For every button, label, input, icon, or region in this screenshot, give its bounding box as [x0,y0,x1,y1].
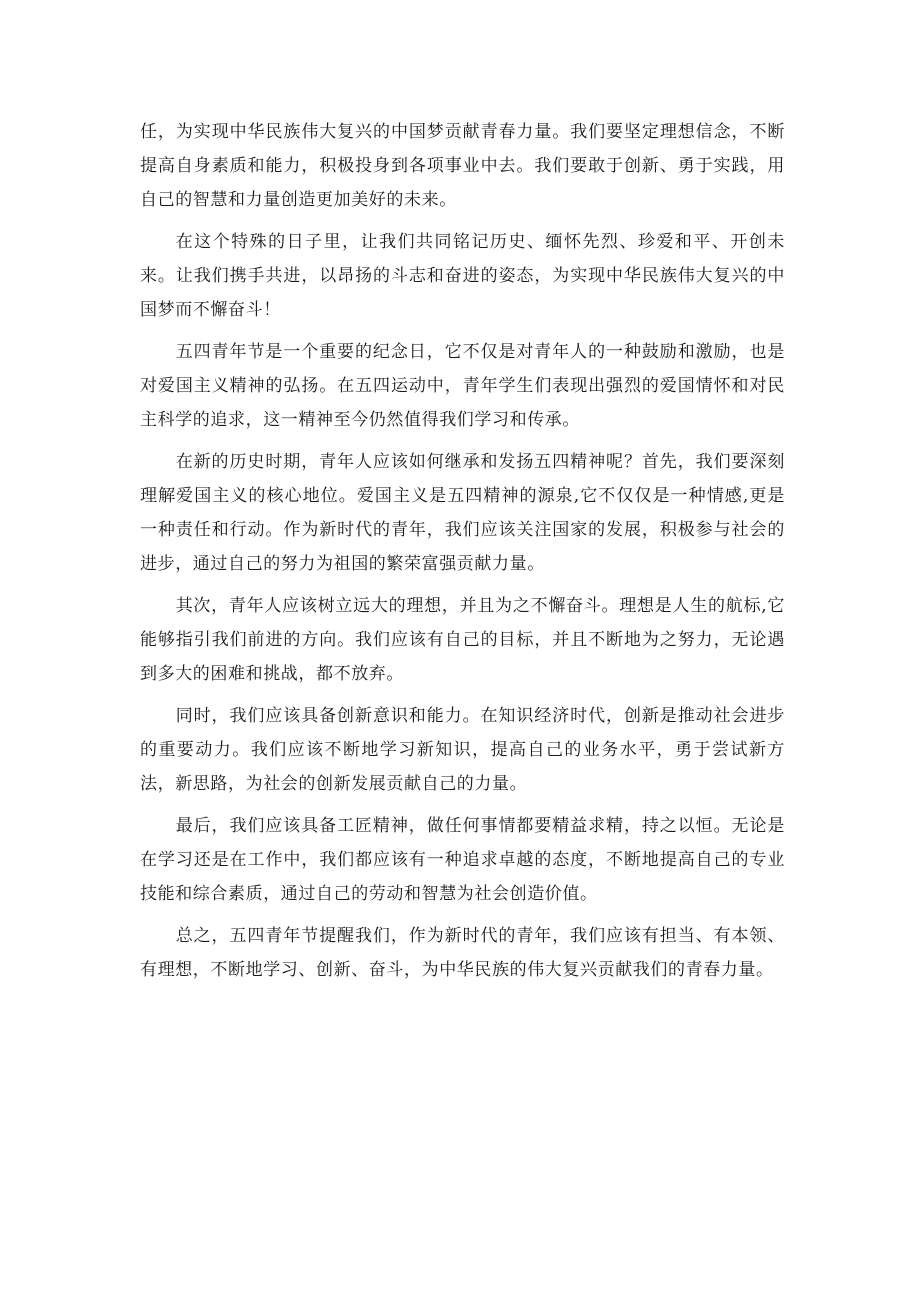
paragraph-4: 在新的历史时期，青年人应该如何继承和发扬五四精神呢？首先，我们要深刻理解爱国主义的核心地位。爱国主义是五四精神的源泉,它不仅仅是一种情感,更是一种责任和行动。作为新时代的青年，我们应该关注国家的发展，积极参与社会的进步，通过自己的努力为祖国的繁荣富强贡献力量。 [140,452,785,574]
paragraph-2: 在这个特殊的日子里，让我们共同铭记历史、缅怀先烈、珍爱和平、开创未来。让我们携手共进，以昂扬的斗志和奋进的姿态，为实现中华民族伟大复兴的中国梦而不懈奋斗！ [140,232,785,320]
document-body [140,115,785,995]
paragraph-7: 最后，我们应该具备工匠精神，做任何事情都要精益求精，持之以恒。无论是在学习还是在工作中，我们都应该有一种追求卓越的态度，不断地提高自己的专业技能和综合素质，通过自己的劳动和智慧为社会创造价值。 [140,816,785,904]
paragraph-8: 总之，五四青年节提醒我们，作为新时代的青年，我们应该有担当、有本领、有理想，不断地学习、创新、奋斗，为中华民族的伟大复兴贡献我们的青春力量。 [140,926,785,980]
paragraph-6: 同时，我们应该具备创新意识和能力。在知识经济时代，创新是推动社会进步的重要动力。我们应该不断地学习新知识，提高自己的业务水平，勇于尝试新方法，新思路，为社会的创新发展贡献自己的力量。 [140,706,785,794]
paragraph-1: 任，为实现中华民族伟大复兴的中国梦贡献青春力量。我们要坚定理想信念，不断提高自身素质和能力，积极投身到各项事业中去。我们要敢于创新、勇于实践，用自己的智慧和力量创造更加美好的未来。 [140,122,785,210]
paragraph-5: 其次，青年人应该树立远大的理想，并且为之不懈奋斗。理想是人生的航标,它能够指引我们前进的方向。我们应该有自己的目标，并且不断地为之努力，无论遇到多大的困难和挑战，都不放弃。 [140,596,785,684]
paragraph-3: 五四青年节是一个重要的纪念日，它不仅是对青年人的一种鼓励和激励，也是对爱国主义精神的弘扬。在五四运动中，青年学生们表现出强烈的爱国情怀和对民主科学的追求，这一精神至今仍然值得我们学习和传承。 [140,342,785,430]
